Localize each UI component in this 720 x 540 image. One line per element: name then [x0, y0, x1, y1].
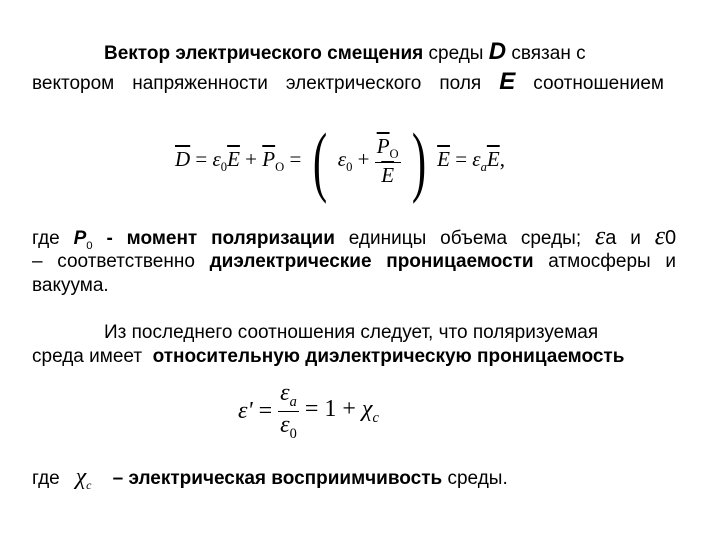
symbol-P: P [73, 228, 87, 249]
fraction-P-over-E: $\frac{\overline{P}_O}{E}$ [376, 133, 399, 188]
para2-bold-text: - момент поляризации [106, 228, 335, 249]
para2-line1: где $P_0$ - момент поляризации единицы объема среды; εa и ε0 [32, 221, 677, 252]
symbol-E: E [499, 68, 516, 95]
epsilon-0: ε [654, 221, 665, 250]
para2-line2: – соответственно диэлектрические проницаемости атмосферы и [32, 251, 676, 272]
chi-symbol: χ [75, 464, 87, 490]
fraction-eps-a-over-eps-0: $\frac{\varepsilon_a}{\varepsilon_0}$ [280, 380, 297, 442]
para2-bold-text-2: диэлектрические проницаемости [209, 251, 534, 272]
para3-line2: среда имеет относительную диэлектрическую проницаемость [32, 346, 625, 367]
para3-bold-text: относительную диэлектрическую проницаемость [152, 346, 625, 367]
epsilon-a: ε [594, 221, 606, 250]
para1-line1: Вектор электрического смещения среды D связан с [104, 38, 586, 65]
para4-bold-text: – электрическая восприимчивость [112, 468, 443, 489]
para1-line2: вектором напряженности электрического поля E соотношением [32, 68, 664, 95]
para1-bold-text: Вектор электрического смещения [104, 43, 424, 64]
para4: где $\chi_c$ – электрическая восприимчивость среды. [32, 464, 508, 492]
para2-line3: вакуума. [32, 275, 109, 296]
formula-displacement: $\overline{D} = \varepsilon_0\overline{E} + \overline{P}_O$ = ( $\varepsilon_0$ + $\frac{\overline{P}_O}{E}$ ) $\overline{E} = \varepsilon_a\overline{E}$, [175, 117, 505, 204]
symbol-D: D [488, 38, 507, 65]
para3-line1: Из последнего соотношения следует, что поляризуемая [104, 322, 599, 343]
formula-relative-permittivity: ε' = $\frac{\varepsilon_a}{\varepsilon_0}$ = $1 + \chi_c$ [238, 380, 379, 442]
